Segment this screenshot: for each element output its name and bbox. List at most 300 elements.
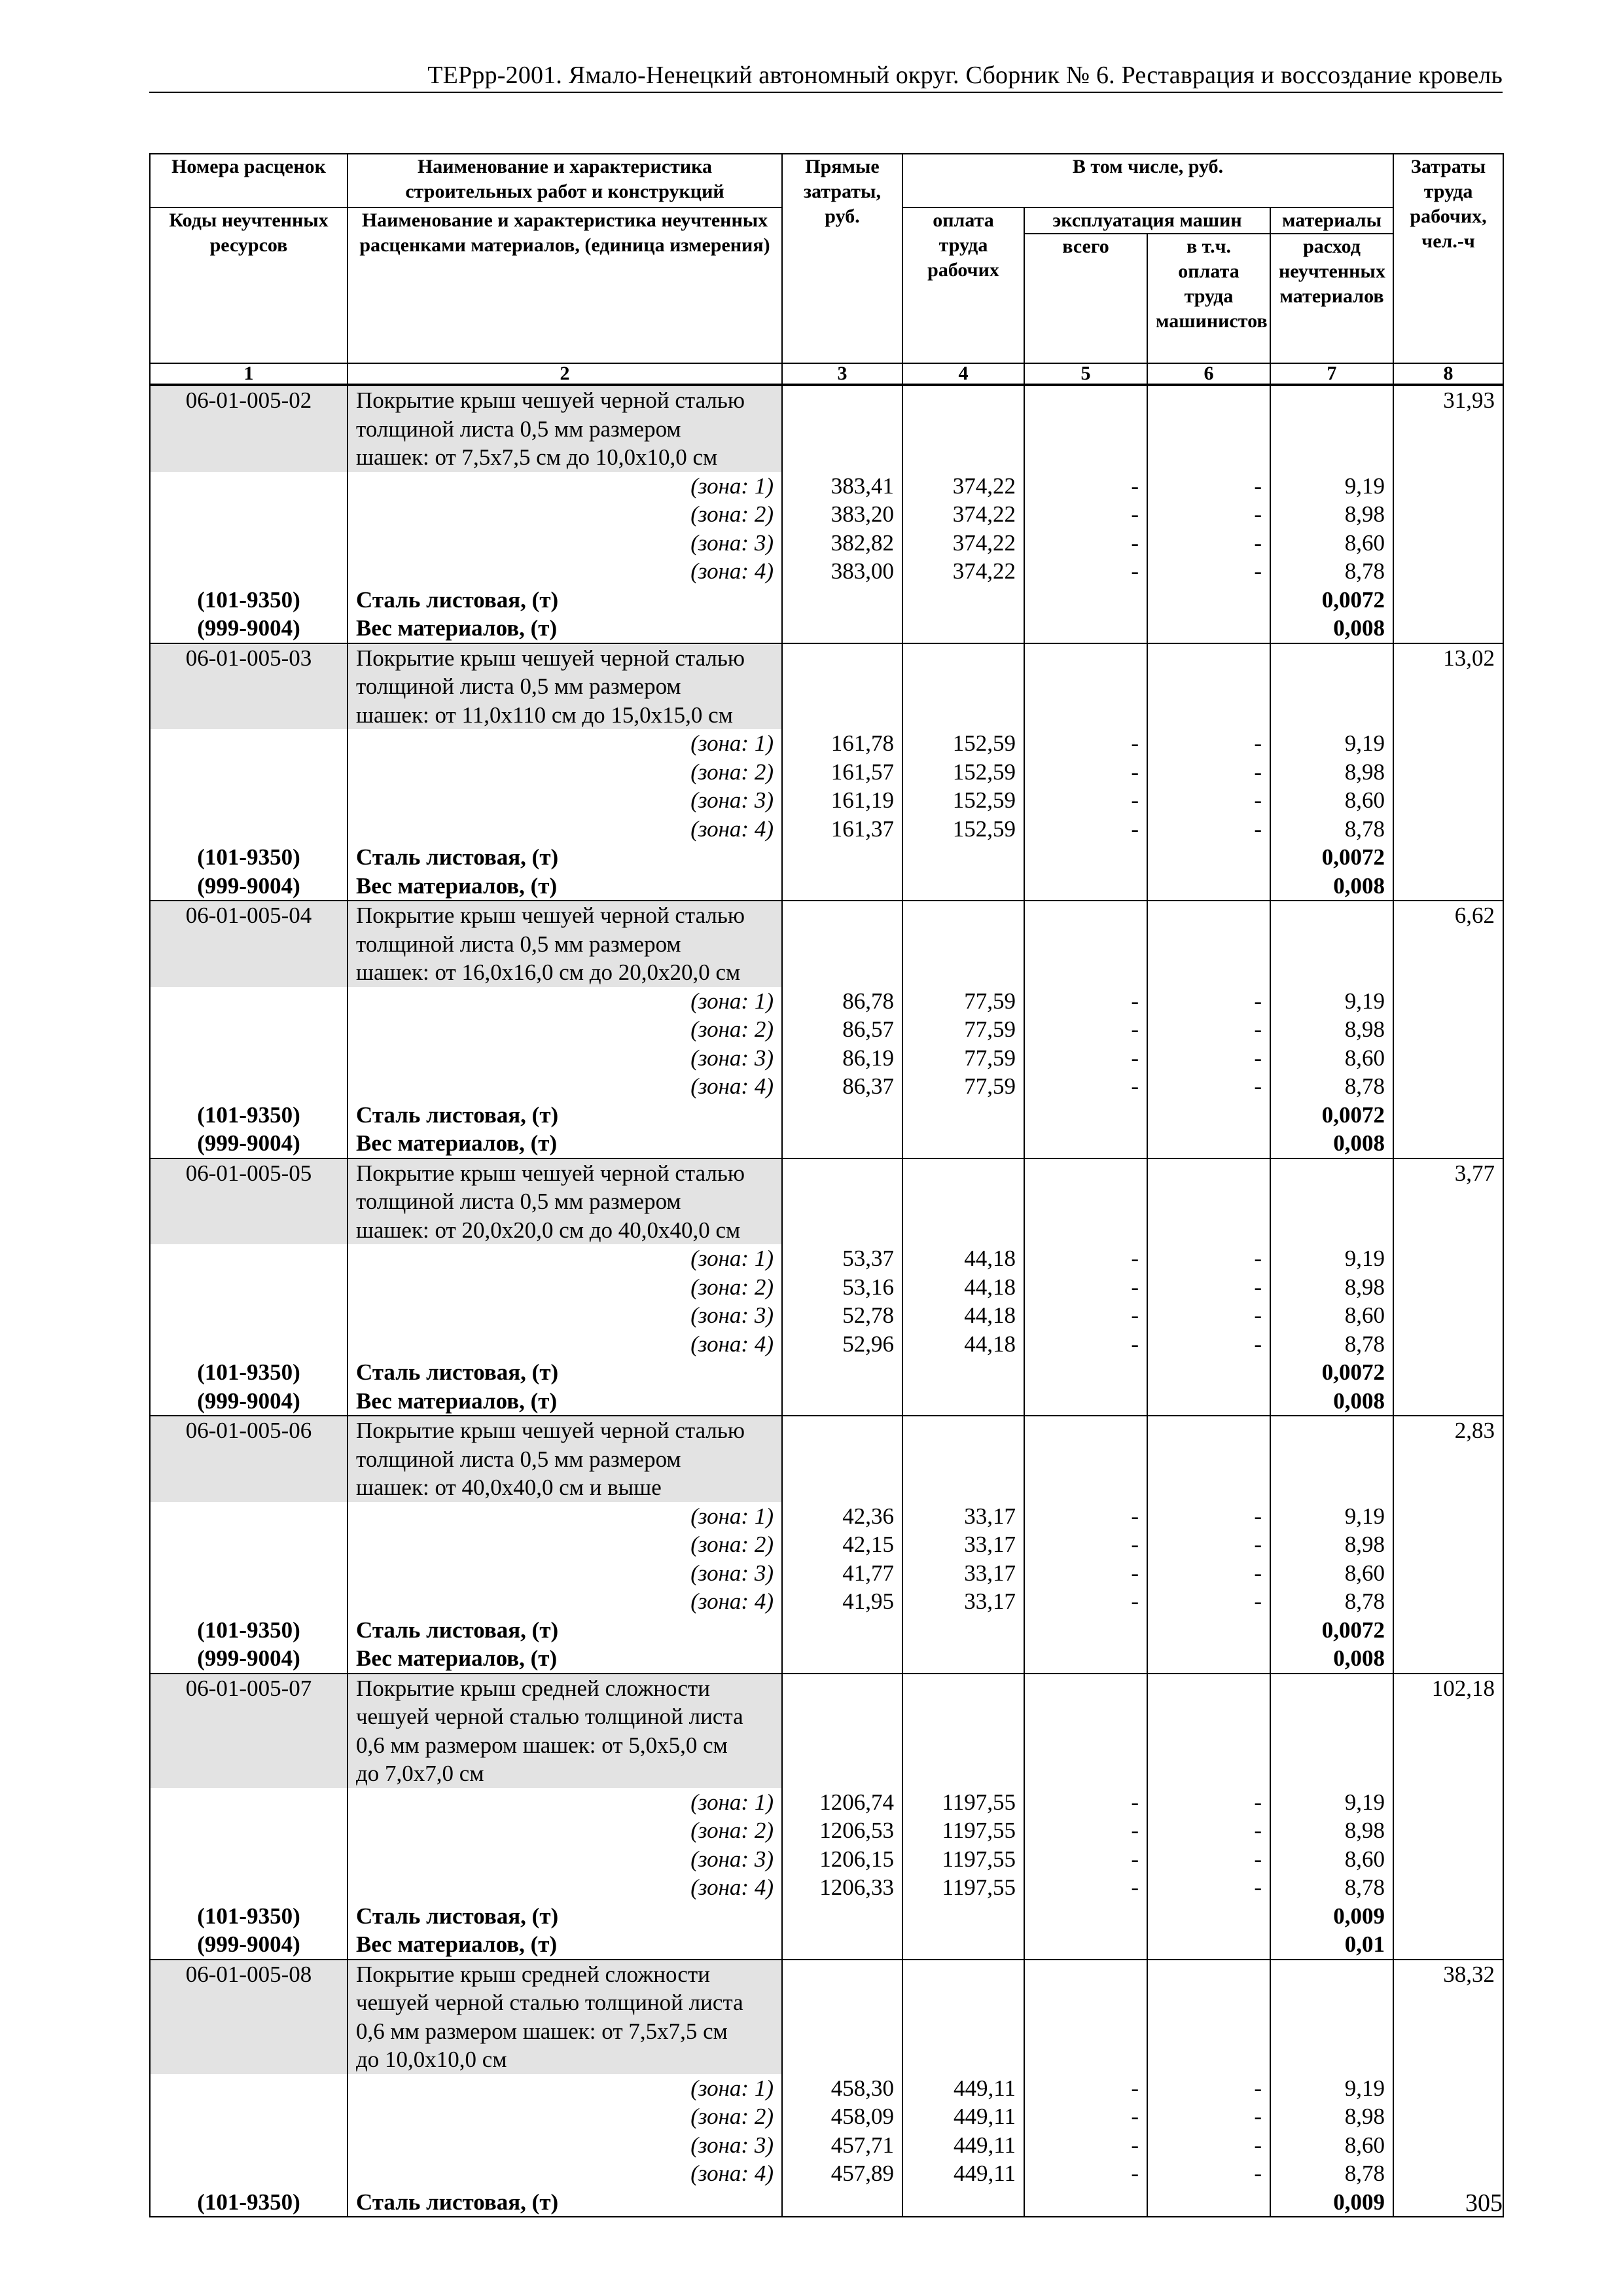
empty-cell — [1393, 500, 1503, 529]
materials-value: 8,98 — [1270, 1015, 1393, 1044]
resource-code: (101-9350) — [150, 1358, 348, 1387]
materials-value: 8,78 — [1270, 815, 1393, 844]
resource-row — [150, 843, 1503, 872]
resource-name: Вес материалов, (т) — [348, 872, 782, 901]
labor-pay: 77,59 — [902, 1015, 1024, 1044]
machines-pay: - — [1147, 1244, 1270, 1273]
rate-title-row — [150, 1445, 1503, 1474]
empty-cell — [1393, 1101, 1503, 1130]
rate-name-line: Покрытие крыш чешуей черной сталью — [348, 643, 782, 673]
empty-cell — [1270, 643, 1393, 673]
empty-cell — [1270, 2045, 1393, 2074]
empty-cell — [1393, 1129, 1503, 1158]
labor-pay: 449,11 — [902, 2159, 1024, 2188]
machines-pay: - — [1147, 1015, 1270, 1044]
zone-label: (зона: 1) — [348, 2074, 782, 2103]
empty-cell — [782, 701, 902, 730]
empty-cell — [1147, 1644, 1270, 1674]
empty-cell — [150, 1273, 348, 1302]
machines-total: - — [1024, 1072, 1147, 1101]
zone-row — [150, 1273, 1503, 1302]
empty-cell — [902, 1988, 1024, 2017]
machines-total: - — [1024, 729, 1147, 758]
empty-cell — [782, 1759, 902, 1788]
empty-cell — [1147, 672, 1270, 701]
empty-cell — [1393, 1244, 1503, 1273]
machines-total: - — [1024, 1301, 1147, 1330]
rate-code: 06-01-005-06 — [150, 1416, 348, 1445]
empty-cell — [1147, 843, 1270, 872]
resource-code: (101-9350) — [150, 586, 348, 615]
resource-row — [150, 1101, 1503, 1130]
empty-cell — [1393, 529, 1503, 558]
resource-row — [150, 1387, 1503, 1416]
empty-cell — [902, 415, 1024, 444]
column-numbers-row — [150, 363, 1503, 385]
resource-value: 0,009 — [1270, 2188, 1393, 2217]
empty-cell — [1147, 1473, 1270, 1502]
materials-value: 9,19 — [1270, 1788, 1393, 1817]
rate-code: 06-01-005-02 — [150, 385, 348, 415]
rate-title-row — [150, 958, 1503, 987]
machines-total: - — [1024, 1273, 1147, 1302]
zone-label: (зона: 1) — [348, 1502, 782, 1531]
direct-costs: 42,36 — [782, 1502, 902, 1531]
resource-code: (101-9350) — [150, 2188, 348, 2217]
header-machines-pay: в т.ч. оплата труда машинистов — [1147, 234, 1270, 363]
empty-cell — [1393, 1187, 1503, 1216]
empty-cell — [1024, 701, 1147, 730]
machines-pay: - — [1147, 1273, 1270, 1302]
zone-label: (зона: 4) — [348, 2159, 782, 2188]
empty-cell — [1393, 1473, 1503, 1502]
empty-cell — [1024, 1930, 1147, 1960]
empty-cell — [1024, 1387, 1147, 1416]
empty-cell — [1393, 729, 1503, 758]
empty-cell — [782, 958, 902, 987]
zone-row — [150, 1044, 1503, 1073]
column-number: 8 — [1393, 363, 1503, 385]
empty-cell — [150, 1873, 348, 1902]
empty-cell — [902, 1930, 1024, 1960]
labor-pay: 33,17 — [902, 1587, 1024, 1616]
empty-cell — [1147, 1702, 1270, 1731]
empty-cell — [1024, 643, 1147, 673]
machines-total: - — [1024, 1559, 1147, 1588]
machines-pay: - — [1147, 1873, 1270, 1902]
resource-name: Вес материалов, (т) — [348, 1930, 782, 1960]
rate-name-line: толщиной листа 0,5 мм размером — [348, 1187, 782, 1216]
header-machines: эксплуатация машин — [1024, 207, 1270, 234]
machines-pay: - — [1147, 2131, 1270, 2160]
machines-pay: - — [1147, 1330, 1270, 1359]
empty-cell — [1393, 2074, 1503, 2103]
resource-value: 0,0072 — [1270, 586, 1393, 615]
empty-cell — [1270, 1216, 1393, 1245]
resource-row — [150, 2188, 1503, 2217]
rate-title-row — [150, 385, 1503, 415]
empty-cell — [1393, 1072, 1503, 1101]
machines-pay: - — [1147, 1301, 1270, 1330]
empty-cell — [902, 1960, 1024, 1989]
resource-row — [150, 1358, 1503, 1387]
direct-costs: 52,96 — [782, 1330, 902, 1359]
empty-cell — [1147, 415, 1270, 444]
zone-row — [150, 729, 1503, 758]
zone-label: (зона: 4) — [348, 1873, 782, 1902]
labor-pay: 449,11 — [902, 2102, 1024, 2131]
materials-value: 8,98 — [1270, 758, 1393, 787]
empty-cell — [1147, 872, 1270, 901]
machines-pay: - — [1147, 758, 1270, 787]
machines-pay: - — [1147, 1816, 1270, 1845]
empty-cell — [150, 1330, 348, 1359]
resource-name: Вес материалов, (т) — [348, 1129, 782, 1158]
empty-cell — [150, 1587, 348, 1616]
zone-label: (зона: 2) — [348, 1530, 782, 1559]
labor-pay: 1197,55 — [902, 1816, 1024, 1845]
empty-cell — [1270, 958, 1393, 987]
labor-pay: 152,59 — [902, 786, 1024, 815]
empty-cell — [150, 1502, 348, 1531]
empty-cell — [150, 1015, 348, 1044]
materials-value: 8,60 — [1270, 1559, 1393, 1588]
empty-cell — [1024, 1187, 1147, 1216]
empty-cell — [1393, 1445, 1503, 1474]
empty-cell — [150, 1530, 348, 1559]
resource-code: (999-9004) — [150, 872, 348, 901]
labor-pay: 44,18 — [902, 1273, 1024, 1302]
rate-name-line: Покрытие крыш чешуей черной сталью — [348, 1416, 782, 1445]
header-machines-total: всего — [1024, 234, 1147, 363]
empty-cell — [1147, 1988, 1270, 2017]
empty-cell — [1393, 1731, 1503, 1760]
labor-pay: 33,17 — [902, 1502, 1024, 1531]
empty-cell — [902, 1416, 1024, 1445]
empty-cell — [1393, 1988, 1503, 2017]
labor-pay: 374,22 — [902, 529, 1024, 558]
zone-label: (зона: 1) — [348, 987, 782, 1016]
empty-cell — [1147, 443, 1270, 472]
empty-cell — [1024, 1759, 1147, 1788]
zone-label: (зона: 1) — [348, 1788, 782, 1817]
zone-row — [150, 1845, 1503, 1874]
column-number: 7 — [1270, 363, 1393, 385]
machines-total: - — [1024, 2159, 1147, 2188]
direct-costs: 383,41 — [782, 472, 902, 501]
rate-code: 06-01-005-04 — [150, 901, 348, 930]
empty-cell — [1147, 1616, 1270, 1645]
zone-label: (зона: 3) — [348, 1044, 782, 1073]
rate-name-line: шашек: от 16,0х16,0 см до 20,0х20,0 см — [348, 958, 782, 987]
zone-label: (зона: 3) — [348, 529, 782, 558]
rates-table — [149, 153, 1504, 2217]
rate-name-line: Покрытие крыш чешуей черной сталью — [348, 1158, 782, 1188]
empty-cell — [1147, 1674, 1270, 1703]
rate-code-cell — [150, 2045, 348, 2074]
empty-cell — [902, 958, 1024, 987]
rate-name-line: чешуей черной сталью толщиной листа — [348, 1988, 782, 2017]
empty-cell — [1024, 843, 1147, 872]
zone-row — [150, 557, 1503, 586]
machines-total: - — [1024, 1788, 1147, 1817]
empty-cell — [902, 1158, 1024, 1188]
machines-pay: - — [1147, 529, 1270, 558]
empty-cell — [1393, 843, 1503, 872]
empty-cell — [150, 1301, 348, 1330]
rate-name-line: Покрытие крыш чешуей черной сталью — [348, 901, 782, 930]
empty-cell — [1393, 415, 1503, 444]
zone-label: (зона: 2) — [348, 1273, 782, 1302]
machines-total: - — [1024, 2131, 1147, 2160]
empty-cell — [1393, 1930, 1503, 1960]
zone-row — [150, 529, 1503, 558]
rate-name-line: толщиной листа 0,5 мм размером — [348, 415, 782, 444]
resource-name: Сталь листовая, (т) — [348, 1616, 782, 1645]
rate-code-cell — [150, 1473, 348, 1502]
rate-title-row — [150, 2017, 1503, 2046]
empty-cell — [1393, 1873, 1503, 1902]
rate-code-cell — [150, 1216, 348, 1245]
resource-row — [150, 1129, 1503, 1158]
direct-costs: 382,82 — [782, 529, 902, 558]
empty-cell — [1393, 1816, 1503, 1845]
empty-cell — [1024, 1702, 1147, 1731]
empty-cell — [902, 1387, 1024, 1416]
direct-costs: 457,71 — [782, 2131, 902, 2160]
direct-costs: 42,15 — [782, 1530, 902, 1559]
machines-total: - — [1024, 529, 1147, 558]
rate-code-cell — [150, 1187, 348, 1216]
empty-cell — [1270, 1988, 1393, 2017]
labor-pay: 44,18 — [902, 1301, 1024, 1330]
empty-cell — [1147, 586, 1270, 615]
empty-cell — [1147, 1902, 1270, 1931]
direct-costs: 41,95 — [782, 1587, 902, 1616]
machines-total: - — [1024, 1015, 1147, 1044]
materials-value: 8,98 — [1270, 500, 1393, 529]
zone-row — [150, 786, 1503, 815]
empty-cell — [902, 930, 1024, 959]
rate-name-line: до 10,0х10,0 см — [348, 2045, 782, 2074]
empty-cell — [782, 1616, 902, 1645]
rate-title-row — [150, 672, 1503, 701]
empty-cell — [1024, 1644, 1147, 1674]
zone-row — [150, 1301, 1503, 1330]
empty-cell — [150, 758, 348, 787]
empty-cell — [1393, 557, 1503, 586]
rate-title-row — [150, 1988, 1503, 2017]
rate-title-row — [150, 1187, 1503, 1216]
labor-pay: 152,59 — [902, 729, 1024, 758]
zone-row — [150, 1788, 1503, 1817]
empty-cell — [782, 1416, 902, 1445]
header-rate-numbers: Номера расценок — [150, 154, 348, 207]
empty-cell — [1393, 672, 1503, 701]
machines-pay: - — [1147, 815, 1270, 844]
empty-cell — [1024, 1129, 1147, 1158]
empty-cell — [150, 786, 348, 815]
zone-label: (зона: 2) — [348, 500, 782, 529]
empty-cell — [1147, 1387, 1270, 1416]
empty-cell — [1393, 1387, 1503, 1416]
empty-cell — [782, 930, 902, 959]
zone-row — [150, 987, 1503, 1016]
rate-name-line: толщиной листа 0,5 мм размером — [348, 1445, 782, 1474]
machines-pay: - — [1147, 557, 1270, 586]
empty-cell — [902, 1731, 1024, 1760]
resource-name: Сталь листовая, (т) — [348, 843, 782, 872]
direct-costs: 457,89 — [782, 2159, 902, 2188]
resource-row — [150, 872, 1503, 901]
rate-title-row — [150, 1216, 1503, 1245]
zone-label: (зона: 3) — [348, 786, 782, 815]
empty-cell — [902, 1616, 1024, 1645]
resource-value: 0,0072 — [1270, 1616, 1393, 1645]
labor-pay: 1197,55 — [902, 1845, 1024, 1874]
materials-value: 8,78 — [1270, 1072, 1393, 1101]
empty-cell — [902, 1101, 1024, 1130]
rate-code-cell — [150, 1988, 348, 2017]
materials-value: 8,98 — [1270, 1816, 1393, 1845]
column-number: 1 — [150, 363, 348, 385]
empty-cell — [1393, 1015, 1503, 1044]
zone-row — [150, 1587, 1503, 1616]
empty-cell — [1024, 958, 1147, 987]
machines-total: - — [1024, 2074, 1147, 2103]
empty-cell — [902, 643, 1024, 673]
resource-row — [150, 1644, 1503, 1674]
empty-cell — [1147, 1930, 1270, 1960]
direct-costs: 161,19 — [782, 786, 902, 815]
labor-pay: 374,22 — [902, 472, 1024, 501]
resource-row — [150, 1902, 1503, 1931]
empty-cell — [1024, 1616, 1147, 1645]
rate-title-row — [150, 1674, 1503, 1703]
machines-total: - — [1024, 1816, 1147, 1845]
empty-cell — [782, 1702, 902, 1731]
empty-cell — [782, 1358, 902, 1387]
empty-cell — [1147, 1960, 1270, 1989]
empty-cell — [1147, 1129, 1270, 1158]
rate-name-line: 0,6 мм размером шашек: от 5,0х5,0 см — [348, 1731, 782, 1760]
labor-pay: 44,18 — [902, 1330, 1024, 1359]
rate-name-line: Покрытие крыш средней сложности — [348, 1960, 782, 1989]
zone-label: (зона: 2) — [348, 758, 782, 787]
empty-cell — [902, 1358, 1024, 1387]
resource-code: (101-9350) — [150, 1616, 348, 1645]
rate-code: 06-01-005-07 — [150, 1674, 348, 1703]
materials-value: 8,98 — [1270, 2102, 1393, 2131]
materials-value: 9,19 — [1270, 1502, 1393, 1531]
machines-total: - — [1024, 1530, 1147, 1559]
empty-cell — [1024, 1445, 1147, 1474]
rate-title-row — [150, 930, 1503, 959]
empty-cell — [1147, 2188, 1270, 2217]
empty-cell — [1024, 614, 1147, 643]
zone-row — [150, 1244, 1503, 1273]
empty-cell — [902, 901, 1024, 930]
empty-cell — [150, 1845, 348, 1874]
resource-row — [150, 1616, 1503, 1645]
zone-label: (зона: 4) — [348, 1330, 782, 1359]
empty-cell — [782, 415, 902, 444]
direct-costs: 41,77 — [782, 1559, 902, 1588]
empty-cell — [1393, 1502, 1503, 1531]
machines-total: - — [1024, 786, 1147, 815]
machines-pay: - — [1147, 472, 1270, 501]
machines-pay: - — [1147, 729, 1270, 758]
labor-costs: 6,62 — [1393, 901, 1503, 930]
rate-code: 06-01-005-03 — [150, 643, 348, 673]
machines-total: - — [1024, 815, 1147, 844]
empty-cell — [1024, 872, 1147, 901]
empty-cell — [902, 2045, 1024, 2074]
empty-cell — [782, 672, 902, 701]
resource-name: Вес материалов, (т) — [348, 614, 782, 643]
zone-label: (зона: 1) — [348, 472, 782, 501]
header-labor-costs: Затраты труда рабочих, чел.-ч — [1393, 154, 1503, 363]
direct-costs: 53,16 — [782, 1273, 902, 1302]
machines-pay: - — [1147, 1559, 1270, 1588]
direct-costs: 53,37 — [782, 1244, 902, 1273]
empty-cell — [1270, 1960, 1393, 1989]
rate-name-line: толщиной листа 0,5 мм размером — [348, 672, 782, 701]
zone-row — [150, 1873, 1503, 1902]
column-number: 6 — [1147, 363, 1270, 385]
empty-cell — [902, 1473, 1024, 1502]
empty-cell — [902, 2017, 1024, 2046]
column-number: 3 — [782, 363, 902, 385]
zone-label: (зона: 2) — [348, 2102, 782, 2131]
empty-cell — [1270, 1759, 1393, 1788]
empty-cell — [782, 1216, 902, 1245]
resource-value: 0,01 — [1270, 1930, 1393, 1960]
header-work-name: Наименование и характеристика строительных работ и конструкций — [348, 154, 782, 207]
empty-cell — [782, 843, 902, 872]
labor-pay: 77,59 — [902, 1072, 1024, 1101]
empty-cell — [782, 1129, 902, 1158]
direct-costs: 1206,33 — [782, 1873, 902, 1902]
direct-costs: 86,19 — [782, 1044, 902, 1073]
materials-value: 8,78 — [1270, 1873, 1393, 1902]
zone-row — [150, 1072, 1503, 1101]
labor-pay: 449,11 — [902, 2131, 1024, 2160]
rate-code-cell — [150, 1445, 348, 1474]
column-number: 2 — [348, 363, 782, 385]
resource-name: Вес материалов, (т) — [348, 1387, 782, 1416]
empty-cell — [1024, 1902, 1147, 1931]
zone-row — [150, 472, 1503, 501]
zone-label: (зона: 1) — [348, 1244, 782, 1273]
zone-label: (зона: 4) — [348, 1072, 782, 1101]
empty-cell — [1147, 930, 1270, 959]
rate-name-line: шашек: от 40,0х40,0 см и выше — [348, 1473, 782, 1502]
empty-cell — [1024, 2045, 1147, 2074]
zone-label: (зона: 2) — [348, 1816, 782, 1845]
zone-label: (зона: 1) — [348, 729, 782, 758]
resource-code: (999-9004) — [150, 1930, 348, 1960]
empty-cell — [1024, 1216, 1147, 1245]
materials-value: 9,19 — [1270, 2074, 1393, 2103]
empty-cell — [782, 385, 902, 415]
resource-value: 0,0072 — [1270, 843, 1393, 872]
zone-row — [150, 1559, 1503, 1588]
empty-cell — [1270, 385, 1393, 415]
rate-name-line: толщиной листа 0,5 мм размером — [348, 930, 782, 959]
empty-cell — [1147, 614, 1270, 643]
labor-pay: 374,22 — [902, 500, 1024, 529]
